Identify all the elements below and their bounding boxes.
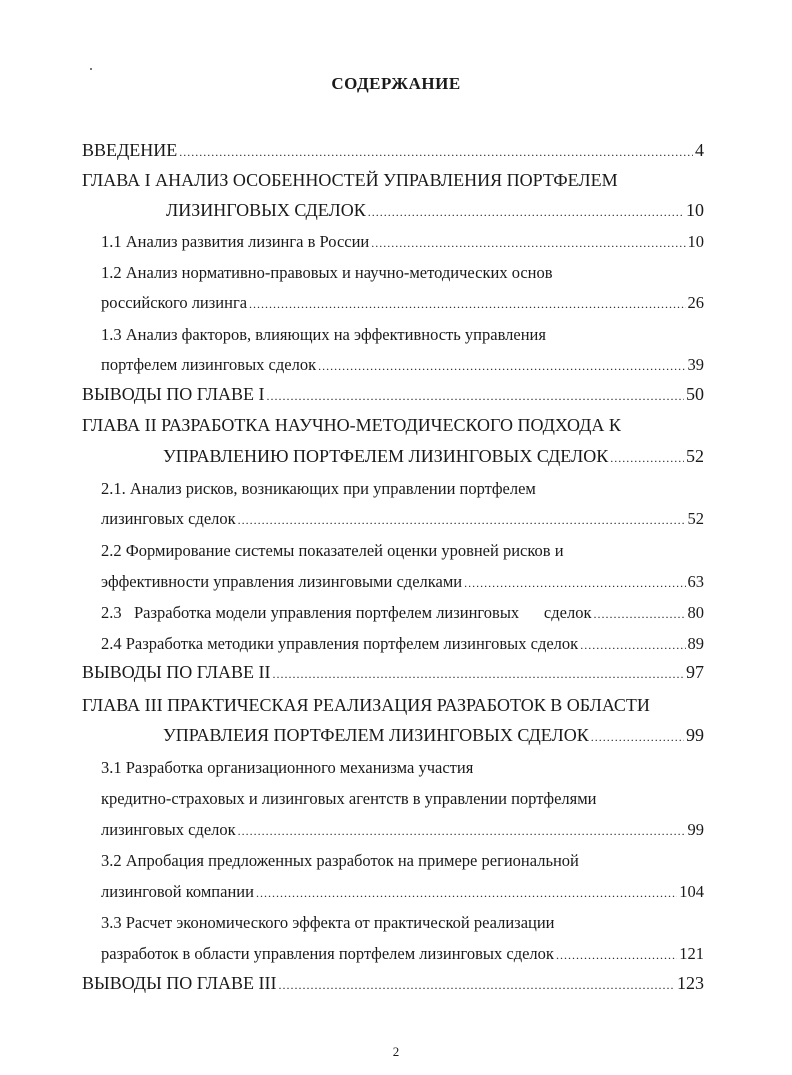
toc-entry-text: 2.2 Формирование системы показателей оценки уровней рисков и: [101, 541, 564, 560]
toc-entry[interactable]: [166, 200, 704, 221]
toc-entry[interactable]: [101, 541, 564, 561]
toc-entry[interactable]: [82, 170, 618, 191]
scan-speck: [90, 68, 92, 70]
toc-entry-text: ГЛАВА II РАЗРАБОТКА НАУЧНО-МЕТОДИЧЕСКОГО ПОДХОДА К: [82, 415, 621, 435]
toc-entry-text: 2.1. Анализ рисков, возникающих при управлении портфелем: [101, 479, 536, 498]
toc-entry-text: эффективности управления лизинговыми сделками: [101, 572, 463, 591]
dot-leader: [368, 200, 684, 221]
toc-entry[interactable]: [101, 944, 704, 964]
dot-leader: [279, 973, 675, 994]
toc-entry[interactable]: [101, 634, 704, 654]
dot-leader: [273, 662, 684, 683]
toc-entry[interactable]: [82, 695, 650, 716]
toc-entry-page: 123: [677, 973, 704, 993]
toc-entry-page: 52: [687, 509, 704, 528]
dot-leader: [179, 140, 693, 161]
toc-entry-text: лизинговых сделок: [101, 509, 236, 528]
toc-entry[interactable]: [82, 384, 704, 405]
toc-entry[interactable]: [101, 789, 597, 809]
toc-entry[interactable]: [101, 509, 704, 529]
toc-entry-text: УПРАВЛЕНИЮ ПОРТФЕЛЕМ ЛИЗИНГОВЫХ СДЕЛОК: [163, 446, 609, 466]
toc-entry-page: 99: [687, 820, 704, 839]
toc-entry-text: ЛИЗИНГОВЫХ СДЕЛОК: [166, 200, 366, 220]
toc-entry[interactable]: [101, 325, 546, 345]
dot-leader: [556, 944, 677, 963]
toc-entry-text: портфелем лизинговых сделок: [101, 355, 317, 374]
toc-entry-page: 104: [679, 882, 704, 901]
toc-entry-text: лизинговых сделок: [101, 820, 236, 839]
toc-entry-page: 121: [679, 944, 704, 963]
dot-leader: [371, 232, 685, 251]
toc-entry[interactable]: [101, 603, 704, 623]
toc-entry-text: ГЛАВА III ПРАКТИЧЕСКАЯ РЕАЛИЗАЦИЯ РАЗРАБОТОК В ОБЛАСТИ: [82, 695, 650, 715]
toc-entry-text: ВЫВОДЫ ПО ГЛАВЕ III: [82, 973, 277, 993]
toc-entry-text: 3.3 Расчет экономического эффекта от практической реализации: [101, 913, 555, 932]
toc-entry-text: лизинговой компании: [101, 882, 254, 901]
dot-leader: [610, 446, 684, 467]
dot-leader: [238, 820, 686, 839]
toc-entry-page: 39: [687, 355, 704, 374]
toc-entry[interactable]: [101, 913, 555, 933]
toc-entry[interactable]: [101, 882, 704, 902]
toc-entry[interactable]: [101, 479, 536, 499]
toc-entry-page: 99: [686, 725, 704, 745]
toc-entry-text: УПРАВЛЕИЯ ПОРТФЕЛЕМ ЛИЗИНГОВЫХ СДЕЛОК: [163, 725, 589, 745]
toc-entry-text: 1.1 Анализ развития лизинга в России: [101, 232, 370, 251]
dot-leader: [591, 725, 684, 746]
toc-entry-text: ГЛАВА I АНАЛИЗ ОСОБЕННОСТЕЙ УПРАВЛЕНИЯ ПОРТФЕЛЕМ: [82, 170, 618, 190]
toc-entry[interactable]: [101, 851, 579, 871]
toc-entry-text: разработок в области управления портфелем лизинговых сделок: [101, 944, 554, 963]
toc-entry-page: 89: [687, 634, 704, 653]
toc-entry-text: 2.3 Разработка модели управления портфелем лизинговых сделок: [101, 603, 592, 622]
toc-entry-text: ВЫВОДЫ ПО ГЛАВЕ I: [82, 384, 265, 404]
dot-leader: [318, 355, 685, 374]
toc-entry[interactable]: [163, 725, 704, 746]
dot-leader: [580, 634, 685, 653]
dot-leader: [256, 882, 677, 901]
toc-entry-page: 80: [687, 603, 704, 622]
toc-entry-page: 50: [686, 384, 704, 404]
toc-entry[interactable]: [101, 232, 704, 252]
toc-entry-text: ВЫВОДЫ ПО ГЛАВЕ II: [82, 662, 271, 682]
toc-entry[interactable]: [101, 572, 704, 592]
dot-leader: [464, 572, 685, 591]
toc-entry[interactable]: [82, 973, 704, 994]
toc-entry[interactable]: [82, 415, 621, 436]
toc-entry-page: 97: [686, 662, 704, 682]
toc-entry-page: 26: [687, 293, 704, 312]
toc-entry-text: ВВЕДЕНИЕ: [82, 140, 178, 160]
toc-entry[interactable]: [101, 355, 704, 375]
toc-entry-text: 3.1 Разработка организационного механизма участия: [101, 758, 474, 777]
toc-entry-text: 2.4 Разработка методики управления портфелем лизинговых сделок: [101, 634, 579, 653]
toc-entry[interactable]: [101, 820, 704, 840]
toc-entry-text: кредитно-страховых и лизинговых агентств в управлении портфелями: [101, 789, 597, 808]
dot-leader: [267, 384, 684, 405]
dot-leader: [238, 509, 686, 528]
page-title: СОДЕРЖАНИЕ: [331, 74, 461, 93]
toc-entry-page: 10: [687, 232, 704, 251]
dot-leader: [249, 293, 685, 312]
toc-entry[interactable]: [101, 758, 473, 778]
page-number: 2: [392, 1044, 400, 1059]
toc-entry[interactable]: [101, 293, 704, 313]
toc-entry-text: 3.2 Апробация предложенных разработок на примере региональной: [101, 851, 579, 870]
toc-entry-page: 4: [695, 140, 704, 160]
toc-entry-text: российского лизинга: [101, 293, 248, 312]
toc-entry[interactable]: [82, 140, 704, 161]
toc-entry[interactable]: [82, 662, 704, 683]
dot-leader: [593, 603, 685, 622]
toc-entry[interactable]: [101, 263, 553, 283]
toc-entry-page: 52: [686, 446, 704, 466]
toc-entry[interactable]: [163, 446, 704, 467]
toc-entry-text: 1.2 Анализ нормативно-правовых и научно-методических основ: [101, 263, 553, 282]
toc-entry-page: 63: [687, 572, 704, 591]
toc-entry-page: 10: [686, 200, 704, 220]
toc-entry-text: 1.3 Анализ факторов, влияющих на эффективность управления: [101, 325, 546, 344]
